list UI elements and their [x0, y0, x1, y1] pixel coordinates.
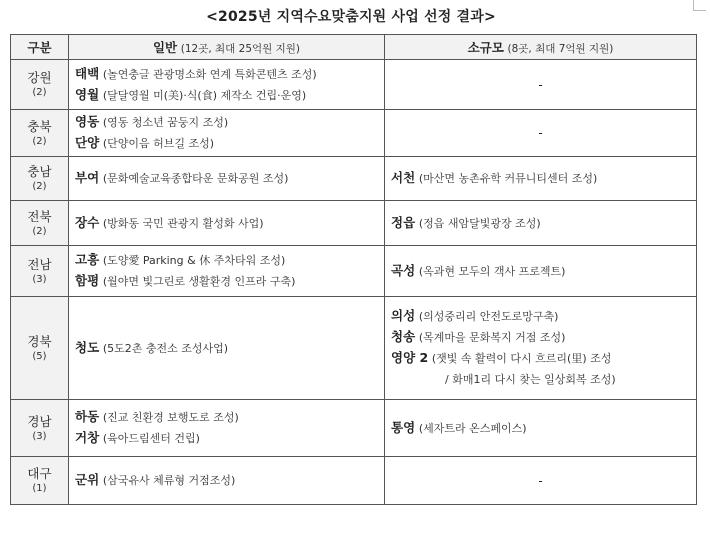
project-place: 장수 — [75, 214, 100, 230]
page-title: <2025년 지역수요맞춤지원 사업 선정 결과> — [206, 9, 496, 25]
region-name: 충북 — [27, 118, 52, 134]
region-count: (2) — [32, 181, 47, 192]
table-row — [11, 201, 697, 246]
project-description: (세자트라 온스페이스) — [418, 421, 527, 435]
general-cell — [69, 110, 385, 157]
region-cell — [11, 110, 69, 157]
selection-results-table — [10, 34, 697, 505]
header-general — [69, 35, 385, 60]
project-place: 통영 — [391, 419, 416, 435]
project-place: 곡성 — [391, 262, 416, 278]
project-place: 영동 — [75, 114, 100, 129]
table-row — [11, 60, 697, 110]
project-entry — [391, 418, 690, 439]
region-cell — [11, 400, 69, 457]
project-place: 부여 — [75, 170, 100, 185]
header-small-label: 소규모 — [467, 40, 504, 55]
project-description: (목계마을 문화복지 거점 조성) — [418, 331, 566, 344]
region-count: (2) — [32, 87, 47, 98]
corner-mark — [693, 0, 706, 11]
project-description: (옥과현 모두의 객사 프로젝트) — [418, 264, 566, 278]
project-entry — [75, 250, 378, 271]
project-entry — [391, 306, 690, 327]
small-cell — [385, 60, 697, 110]
project-entry — [75, 213, 378, 234]
project-entry — [391, 369, 690, 390]
project-place: 거창 — [75, 430, 100, 445]
project-entry — [75, 428, 378, 449]
small-cell — [385, 110, 697, 157]
general-cell — [69, 60, 385, 110]
project-place: 서천 — [391, 170, 416, 185]
table-row — [11, 110, 697, 157]
region-cell — [11, 457, 69, 505]
table-row — [11, 297, 697, 400]
project-description: (정읍 새암달빛광장 조성) — [418, 216, 541, 230]
project-entry — [391, 327, 690, 348]
project-place: 의성 — [391, 308, 416, 323]
empty-marker: - — [538, 77, 543, 92]
region-count: (1) — [32, 483, 47, 494]
empty-marker: - — [538, 473, 543, 488]
project-place: 청송 — [391, 329, 416, 344]
region-count: (2) — [32, 135, 47, 147]
project-place: 영양 2 — [391, 350, 429, 365]
project-entry — [75, 64, 378, 85]
project-entry — [75, 168, 378, 189]
empty-marker: - — [538, 126, 543, 140]
project-place: 하동 — [75, 409, 100, 424]
project-place: 청도 — [75, 339, 100, 355]
region-count: (3) — [32, 273, 47, 285]
project-description: (마산면 농촌유학 커뮤니티센터 조성) — [418, 172, 598, 185]
header-small — [385, 35, 697, 60]
table-row — [11, 157, 697, 201]
project-entry — [75, 271, 378, 292]
small-cell — [385, 400, 697, 457]
small-cell — [385, 157, 697, 201]
general-cell — [69, 400, 385, 457]
region-cell — [11, 60, 69, 110]
region-name: 전남 — [27, 256, 52, 272]
project-entry — [75, 470, 378, 491]
general-cell — [69, 246, 385, 297]
project-place: 단양 — [75, 135, 100, 150]
region-count: (2) — [32, 225, 47, 237]
header-general-label: 일반 — [152, 40, 178, 55]
region-name: 전북 — [27, 208, 52, 224]
project-entry — [75, 112, 378, 133]
header-small-sub: (8곳, 최대 7억원 지원) — [507, 43, 614, 55]
region-name: 충남 — [27, 164, 52, 179]
project-description: (월야면 빛그린로 생활환경 인프라 구축) — [102, 275, 296, 288]
project-description: (진교 친환경 보행도로 조성) — [102, 411, 239, 424]
project-description: (문화예술교육종합타운 문화공원 조성) — [102, 172, 289, 185]
region-count: (3) — [32, 430, 47, 442]
project-description: / 화매1리 다시 찾는 일상회복 조성) — [445, 373, 616, 386]
project-entry — [391, 348, 690, 369]
general-cell — [69, 201, 385, 246]
project-entry — [391, 261, 690, 282]
project-description: (놀연충글 관광명소화 연계 특화콘텐츠 조성) — [102, 67, 317, 81]
project-description: (5도2촌 충전소 조성사업) — [102, 341, 229, 355]
project-entry — [391, 168, 690, 189]
project-entry — [75, 133, 378, 154]
table-header-row — [11, 35, 697, 60]
project-place: 영월 — [75, 86, 100, 102]
region-cell — [11, 297, 69, 400]
project-description: (단양이음 허브길 조성) — [102, 137, 215, 150]
project-description: (도양愛 Parking & 休 주차타워 조성) — [102, 254, 286, 267]
project-place: 고흥 — [75, 252, 100, 267]
region-name: 강원 — [27, 70, 52, 85]
project-place: 정읍 — [391, 214, 416, 230]
region-cell — [11, 246, 69, 297]
general-cell — [69, 457, 385, 505]
project-description: (잿빛 속 활력이 다시 흐르리(里) 조성 — [431, 352, 612, 365]
region-name: 대구 — [27, 466, 52, 481]
project-entry — [75, 338, 378, 359]
project-description: (영동 청소년 꿈둥지 조성) — [102, 116, 229, 129]
project-entry — [391, 213, 690, 234]
region-name: 경북 — [27, 333, 52, 349]
project-entry — [75, 85, 378, 106]
general-cell — [69, 297, 385, 400]
region-cell — [11, 201, 69, 246]
project-place: 군위 — [75, 472, 100, 487]
small-cell — [385, 297, 697, 400]
small-cell — [385, 246, 697, 297]
small-cell — [385, 201, 697, 246]
project-description: (삼국유사 체류형 거점조성) — [102, 474, 236, 487]
header-region-label: 구분 — [27, 40, 52, 55]
region-count: (5) — [32, 350, 47, 362]
project-place: 태백 — [75, 65, 100, 81]
project-description: (육아드림센터 건립) — [102, 432, 200, 445]
project-entry — [75, 407, 378, 428]
table-row — [11, 400, 697, 457]
general-cell — [69, 157, 385, 201]
region-name: 경남 — [27, 413, 52, 429]
table-row — [11, 246, 697, 297]
small-cell — [385, 457, 697, 505]
project-description: (방화동 국민 관광지 활성화 사업) — [102, 216, 264, 230]
region-cell — [11, 157, 69, 201]
header-region — [11, 35, 69, 60]
project-description: (의성중리리 안전도로망구축) — [418, 310, 559, 323]
project-place: 함평 — [75, 273, 100, 288]
header-general-sub: (12곳, 최대 25억원 지원) — [180, 43, 301, 55]
project-description: (달달영월 미(美)·식(食) 제작소 건립·운영) — [102, 88, 307, 102]
table-row — [11, 457, 697, 505]
